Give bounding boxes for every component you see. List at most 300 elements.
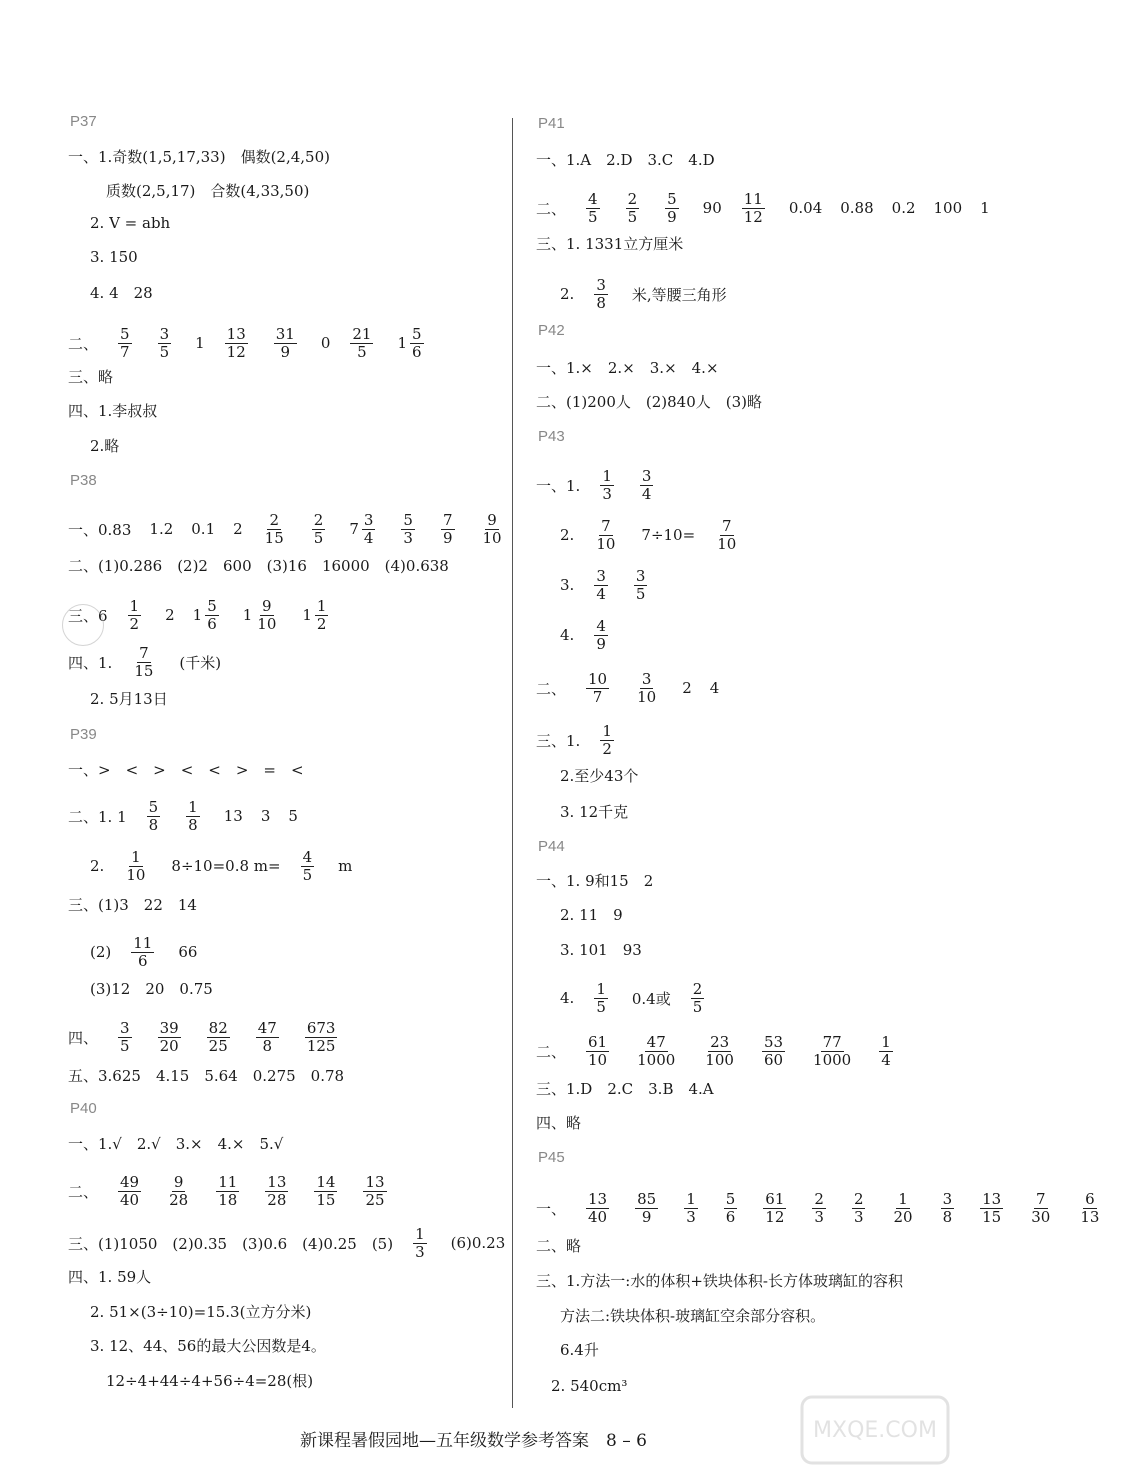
section-label	[70, 726, 97, 743]
answer-text: 2. 51×(3÷10)=15.3(立方分米)	[90, 1303, 312, 1321]
denominator: 3	[602, 484, 612, 503]
numerator: 1	[602, 467, 612, 485]
numerator: 21	[352, 325, 372, 343]
numerator: 7	[1035, 1190, 1046, 1208]
denominator: 5	[159, 342, 170, 361]
answer-line	[90, 1335, 340, 1356]
fraction	[978, 1191, 1013, 1225]
denominator: 3	[853, 1207, 864, 1226]
denominator: 100	[705, 1050, 734, 1069]
denominator: 18	[218, 1190, 238, 1209]
whole-part: 7	[349, 520, 359, 538]
denominator: 5	[596, 997, 606, 1016]
fraction	[592, 618, 618, 652]
answer-line	[106, 180, 323, 201]
denominator: 3	[415, 1242, 425, 1261]
answer-text: 3. 101 93	[560, 941, 642, 959]
answer-text: (2)	[90, 943, 112, 961]
denominator: 10	[257, 614, 277, 633]
whole-part: 1	[192, 606, 203, 624]
fraction	[122, 849, 157, 883]
section-label	[538, 322, 565, 339]
denominator: 125	[306, 1036, 336, 1055]
denominator: 10	[588, 1050, 608, 1069]
denominator: 10	[126, 865, 146, 884]
fraction	[682, 1191, 708, 1225]
denominator: 20	[893, 1207, 913, 1226]
denominator: 9	[280, 342, 291, 361]
fraction	[145, 799, 171, 833]
denominator: 15	[134, 661, 154, 680]
numerator: 53	[763, 1033, 784, 1051]
answer-text: 4.	[560, 626, 575, 644]
numerator: 5	[148, 798, 159, 816]
answer-line	[560, 1305, 839, 1326]
answer-text: 三、1. 1331立方厘米	[536, 235, 684, 253]
fraction	[592, 518, 627, 552]
numerator: 4	[302, 848, 313, 866]
answer-text: 一、1.A 2.D 3.C 4.D	[536, 151, 715, 169]
answer-text: 2.	[560, 285, 575, 303]
answer-text: 二、	[68, 1182, 99, 1201]
answer-line	[90, 688, 182, 709]
numerator: 49	[120, 1173, 140, 1191]
answer-line	[90, 248, 152, 266]
fraction	[713, 518, 748, 552]
numerator: 5	[667, 190, 677, 208]
answer-line	[536, 357, 733, 378]
answer-line	[536, 391, 776, 412]
denominator: 15	[316, 1190, 336, 1209]
fraction	[116, 1174, 151, 1208]
fraction	[312, 1174, 347, 1208]
answer-text: 3. 150	[90, 248, 138, 266]
fraction	[223, 326, 258, 360]
answer-line	[68, 400, 171, 421]
answer-text: 0.04	[788, 199, 823, 217]
answer-text: 5	[288, 807, 298, 825]
numerator: 9	[173, 1173, 184, 1191]
numerator: 85	[637, 1190, 657, 1208]
denominator: 5	[635, 584, 646, 603]
answer-text: 2. 540cm³	[536, 1377, 628, 1395]
fraction	[129, 935, 164, 969]
numerator: 39	[159, 1019, 179, 1037]
answer-line	[560, 518, 758, 552]
numerator: 4	[588, 190, 598, 208]
fraction	[479, 512, 514, 546]
answer-line	[536, 191, 1004, 225]
numerator: 82	[208, 1019, 228, 1037]
answer-line	[536, 870, 667, 891]
fraction	[598, 468, 624, 502]
numerator: 13	[365, 1173, 385, 1191]
numerator: 31	[275, 325, 295, 343]
denominator: 12	[765, 1207, 785, 1226]
answer-line	[68, 1226, 519, 1260]
answer-line	[68, 1174, 407, 1208]
answer-line	[68, 555, 463, 576]
numerator: 13	[267, 1173, 287, 1191]
answer-text: 二、(1)0.286 (2)2 600 (3)16 16000 (4)0.638	[68, 557, 449, 575]
answer-text: 1	[980, 199, 990, 217]
answer-text: 一、0.83	[68, 520, 132, 539]
denominator: 1000	[813, 1050, 852, 1069]
answer-text: 12÷4+44÷4+56÷4=28(根)	[106, 1372, 314, 1390]
denominator: 7	[120, 342, 130, 361]
numerator: 1	[596, 980, 606, 998]
answer-text: 3.	[560, 576, 575, 594]
answer-text: 4	[709, 679, 720, 697]
numerator: 1	[415, 1225, 425, 1243]
numerator: 13	[982, 1190, 1002, 1208]
answer-text: 三、1.	[536, 731, 581, 750]
numerator: 2	[269, 511, 279, 529]
answer-line	[536, 1235, 595, 1256]
denominator: 10	[717, 534, 737, 553]
fraction	[633, 1191, 668, 1225]
answer-text: 2.	[90, 857, 105, 875]
denominator: 5	[692, 997, 703, 1016]
answer-text: 2.略	[90, 437, 120, 455]
answer-text: 8÷10=0.8 m=	[171, 857, 281, 875]
answer-line	[68, 759, 318, 780]
denominator: 4	[363, 528, 374, 547]
fraction	[205, 1020, 240, 1054]
denominator: 5	[627, 207, 638, 226]
stamp-mark	[62, 604, 104, 646]
numerator: 10	[588, 670, 608, 688]
numerator: 2	[692, 980, 703, 998]
answer-line	[560, 1339, 613, 1360]
fraction	[592, 277, 618, 311]
answer-line	[68, 1020, 357, 1054]
denominator: 2	[602, 739, 612, 758]
denominator: 2	[316, 614, 327, 633]
fraction	[810, 1191, 836, 1225]
section-label	[70, 1100, 97, 1117]
answer-text: 二、1. 1	[68, 807, 127, 826]
fraction	[254, 1020, 289, 1054]
page-number-label: P39	[70, 726, 97, 743]
denominator: 60	[763, 1050, 784, 1069]
answer-text: 三、略	[68, 368, 114, 386]
answer-text: 一、1.× 2.× 3.× 4.×	[536, 359, 719, 377]
answer-text: (6)0.23	[450, 1234, 506, 1252]
numerator: 7	[139, 644, 149, 662]
denominator: 13	[1080, 1207, 1100, 1226]
answer-text: 三、(1)3 22 14	[68, 896, 197, 914]
fraction	[592, 981, 618, 1015]
fraction	[299, 849, 325, 883]
answer-line	[560, 277, 741, 311]
answer-text: 二、	[536, 679, 567, 698]
denominator: 3	[814, 1207, 824, 1226]
numerator: 5	[207, 597, 217, 615]
answer-text: 一、1.	[536, 476, 581, 495]
answer-text: 一、> < > < < > = <	[68, 761, 304, 779]
denominator: 6	[725, 1207, 736, 1226]
denominator: 5	[313, 528, 324, 547]
answer-text: 二、	[68, 334, 99, 353]
answer-text: 一、1.√ 2.√ 3.× 4.× 5.√	[68, 1135, 284, 1153]
denominator: 5	[357, 342, 367, 361]
answer-line	[68, 366, 127, 387]
numerator: 1	[188, 798, 198, 816]
numerator: 1	[881, 1033, 891, 1051]
denominator: 40	[588, 1207, 608, 1226]
fraction	[116, 1020, 142, 1054]
answer-line	[68, 598, 348, 632]
answer-text: 3	[260, 807, 271, 825]
fraction	[877, 1034, 903, 1068]
answer-text: (3)12 20 0.75	[90, 980, 213, 998]
answer-text: 100	[933, 199, 963, 217]
answer-text: (千米)	[179, 653, 222, 672]
fraction	[584, 191, 610, 225]
denominator: 8	[942, 1207, 953, 1226]
answer-text: 二、	[536, 199, 567, 218]
denominator: 8	[148, 815, 159, 834]
denominator: 15	[264, 528, 284, 547]
denominator: 5	[588, 207, 598, 226]
answer-text: 二、略	[536, 1237, 582, 1255]
answer-text: 五、3.625 4.15 5.64 0.275 0.78	[68, 1067, 345, 1085]
fraction	[156, 1020, 191, 1054]
fraction	[889, 1191, 924, 1225]
numerator: 9	[262, 597, 272, 615]
fraction	[349, 512, 385, 546]
answer-text: 三、1.D 2.C 3.B 4.A	[536, 1080, 714, 1098]
denominator: 8	[262, 1036, 273, 1055]
answer-line	[68, 645, 235, 679]
answer-line	[536, 468, 673, 502]
page-number-label: P44	[538, 838, 565, 855]
denominator: 3	[686, 1207, 696, 1226]
column-divider	[512, 118, 513, 1408]
fraction	[130, 645, 165, 679]
answer-line	[68, 146, 344, 167]
answer-line	[560, 568, 667, 602]
answer-text: 4.	[560, 989, 575, 1007]
numerator: 3	[363, 511, 374, 529]
denominator: 10	[596, 534, 616, 553]
answer-line	[68, 894, 211, 915]
answer-text: 三、1.方法一:水的体积+铁块体积-长方体玻璃缸的容积	[536, 1272, 904, 1290]
whole-part: 1	[302, 606, 312, 624]
answer-line	[90, 435, 133, 456]
answer-line	[560, 618, 628, 652]
answer-line	[536, 671, 733, 705]
denominator: 7	[592, 687, 603, 706]
numerator: 5	[403, 511, 413, 529]
fraction	[633, 671, 668, 705]
fraction	[310, 512, 336, 546]
numerator: 3	[120, 1019, 130, 1037]
numerator: 1	[686, 1190, 696, 1208]
answer-line	[68, 326, 444, 360]
answer-line	[560, 939, 656, 960]
numerator: 1	[131, 848, 141, 866]
answer-line	[560, 981, 724, 1015]
svg-text:MXQE.COM: MXQE.COM	[813, 1418, 937, 1443]
denominator: 9	[641, 1207, 652, 1226]
fraction	[156, 326, 182, 360]
answer-text: 2	[165, 606, 175, 624]
fraction	[624, 191, 650, 225]
page-number-label: P41	[538, 115, 565, 132]
fraction	[126, 598, 152, 632]
numerator: 5	[120, 325, 130, 343]
denominator: 12	[743, 207, 763, 226]
numerator: 47	[646, 1033, 666, 1051]
page-number-label: P40	[70, 1100, 97, 1117]
answer-text: 4. 4 28	[90, 284, 153, 302]
denominator: 9	[596, 634, 606, 653]
numerator: 7	[442, 511, 453, 529]
answer-text: 方法二:铁块体积-玻璃缸空余部分容积。	[560, 1307, 826, 1325]
denominator: 5	[120, 1036, 130, 1055]
page-number-label: P38	[70, 472, 97, 489]
answer-line	[90, 1301, 325, 1322]
whole-part: 1	[397, 334, 408, 352]
fraction	[584, 1191, 619, 1225]
denominator: 20	[159, 1036, 179, 1055]
fraction	[722, 1191, 748, 1225]
numerator: 11	[133, 934, 153, 952]
answer-text: 2. 11 9	[560, 906, 623, 924]
numerator: 3	[596, 567, 606, 585]
answer-text: 0.2	[891, 199, 916, 217]
fraction	[439, 512, 465, 546]
answer-line	[536, 149, 729, 170]
answer-text: 一、	[536, 1199, 567, 1218]
answer-line	[536, 723, 634, 757]
numerator: 1	[129, 597, 140, 615]
answer-text: 2. V = abh	[90, 214, 171, 232]
section-label	[538, 838, 565, 855]
answer-text: 7÷10=	[641, 526, 696, 544]
answer-text: 四、略	[536, 1114, 582, 1132]
denominator: 4	[881, 1050, 891, 1069]
answer-text: 四、1.	[68, 653, 113, 672]
answer-text: 1	[195, 334, 205, 352]
answer-line	[90, 282, 167, 303]
numerator: 2	[313, 511, 324, 529]
numerator: 7	[721, 517, 732, 535]
numerator: 61	[765, 1190, 785, 1208]
numerator: 673	[306, 1019, 336, 1037]
fraction	[850, 1191, 876, 1225]
denominator: 4	[596, 584, 606, 603]
numerator: 11	[218, 1173, 238, 1191]
answer-text: 三、(1)1050 (2)0.35 (3)0.6 (4)0.25 (5)	[68, 1234, 394, 1253]
numerator: 13	[588, 1190, 608, 1208]
fraction	[740, 191, 775, 225]
answer-text: 2.至少43个	[560, 767, 639, 785]
denominator: 8	[188, 815, 198, 834]
numerator: 5	[412, 325, 422, 343]
answer-text: 2	[682, 679, 692, 697]
fraction	[263, 1174, 298, 1208]
numerator: 4	[596, 617, 606, 635]
denominator: 10	[482, 528, 502, 547]
answer-line	[536, 1270, 917, 1291]
fraction	[598, 723, 624, 757]
denominator: 25	[365, 1190, 385, 1209]
answer-text: 0.1	[191, 520, 216, 538]
answer-line	[536, 1191, 1121, 1225]
answer-line	[560, 801, 642, 822]
answer-text: 2. 5月13日	[90, 690, 168, 708]
denominator: 25	[208, 1036, 228, 1055]
fraction	[116, 326, 142, 360]
page-number-label: P42	[538, 322, 565, 339]
section-label	[538, 115, 565, 132]
fraction	[632, 568, 658, 602]
answer-line	[106, 1370, 327, 1391]
answer-line	[68, 1133, 297, 1154]
page-number-label: P37	[70, 113, 97, 130]
fraction	[592, 568, 618, 602]
whole-part: 1	[242, 606, 253, 624]
answer-text: 米,等腰三角形	[631, 285, 727, 304]
answer-text: 2.	[560, 526, 575, 544]
answer-line	[68, 1065, 358, 1086]
answer-text: 1.2	[149, 520, 174, 538]
denominator: 9	[442, 528, 453, 547]
answer-text: 四、1.李叔叔	[68, 402, 158, 420]
answer-line	[536, 233, 697, 254]
fraction	[261, 512, 296, 546]
denominator: 1000	[637, 1050, 676, 1069]
answer-line	[68, 1266, 165, 1287]
numerator: 2	[814, 1190, 824, 1208]
answer-text: 6.4升	[560, 1341, 599, 1359]
answer-line	[536, 1034, 913, 1068]
answer-line	[536, 1078, 728, 1099]
fraction	[1076, 1191, 1111, 1225]
fraction	[663, 191, 689, 225]
fraction	[638, 468, 664, 502]
answer-text: 四、	[68, 1028, 99, 1047]
fraction	[303, 1020, 348, 1054]
fraction	[760, 1034, 795, 1068]
denominator: 12	[226, 342, 246, 361]
answer-line	[90, 978, 227, 999]
numerator: 61	[588, 1033, 608, 1051]
fraction	[584, 671, 619, 705]
fraction	[399, 512, 425, 546]
answer-text: 3. 12千克	[560, 803, 629, 821]
answer-text: 二、	[536, 1042, 567, 1061]
fraction	[1027, 1191, 1062, 1225]
section-label	[538, 428, 565, 445]
answer-text: 二、(1)200人 (2)840人 (3)略	[536, 393, 763, 411]
fraction	[361, 1174, 396, 1208]
numerator: 3	[596, 276, 606, 294]
fraction	[272, 326, 307, 360]
numerator: 1	[602, 722, 612, 740]
answer-text: m	[338, 857, 353, 875]
denominator: 30	[1031, 1207, 1051, 1226]
watermark-logo	[800, 1395, 950, 1465]
fraction	[689, 981, 715, 1015]
denominator: 28	[267, 1190, 287, 1209]
fraction	[348, 326, 383, 360]
fraction	[184, 799, 210, 833]
denominator: 5	[302, 865, 313, 884]
